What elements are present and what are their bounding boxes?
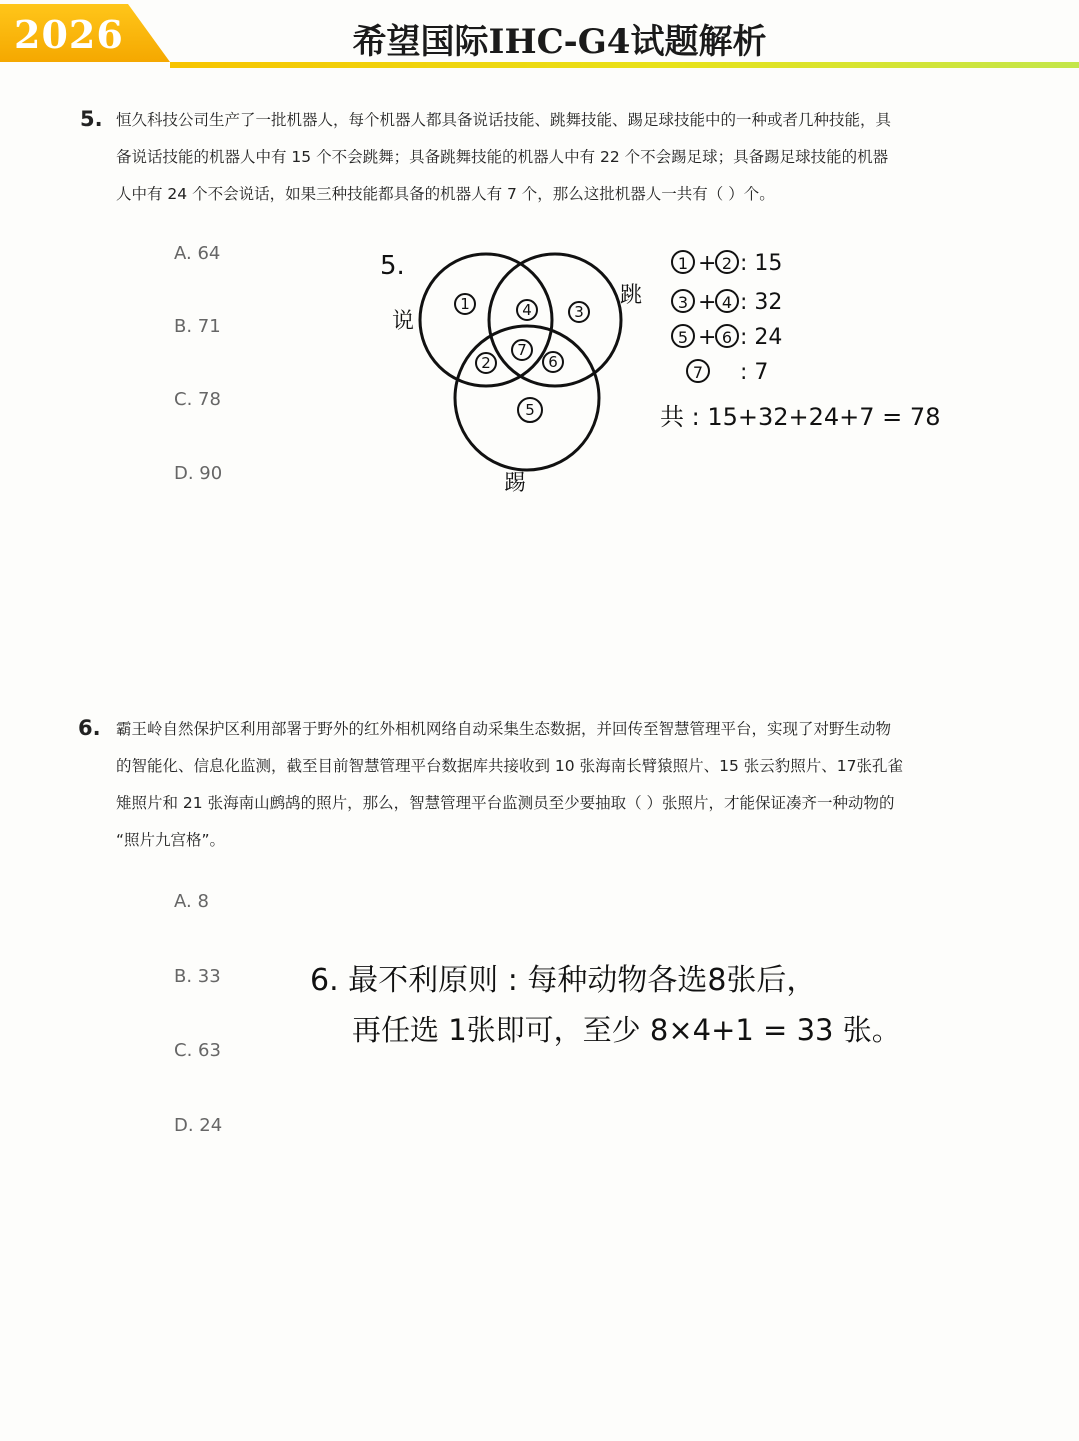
question-line: 人中有 24 个不会说话，如果三种技能都具备的机器人有 7 个，那么这批机器人一共有（ ）个。 [116, 185, 775, 203]
region-label: 3 [574, 303, 584, 321]
question-text [116, 102, 891, 213]
option-d[interactable]: D. 90 [174, 463, 223, 484]
option-b[interactable]: B. 33 [174, 966, 221, 987]
question-number: 5. [80, 107, 103, 131]
eq-term: 1 [677, 254, 689, 273]
eq-term: 7 [692, 363, 704, 382]
title-underline [170, 62, 1079, 68]
plus-sign: + [698, 290, 717, 315]
plus-sign: + [698, 251, 717, 276]
page-title: 希望国际IHC-G4试题解析 [352, 22, 767, 62]
question-line: 备说话技能的机器人中有 15 个不会跳舞；具备跳舞技能的机器人中有 22 个不会踢足球；具备踢足球技能的机器 [116, 148, 889, 166]
question-line: 的智能化、信息化监测，截至目前智慧管理平台数据库共接收到 10 张海南长臂猿照片、15 张云豹照片、17张孔雀 [116, 757, 903, 775]
set-label-speak: 说 [392, 309, 415, 334]
question-line: “照片九宫格”。 [116, 831, 226, 849]
handwritten-solution-line-2: 再任选 1张即可，至少 8×4+1 = 33 张。 [352, 1013, 901, 1047]
region-label: 6 [548, 353, 558, 371]
question-text [116, 711, 903, 859]
question-line: 恒久科技公司生产了一批机器人，每个机器人都具备说话技能、跳舞技能、踢足球技能中的一种或者几种技能，具 [116, 111, 892, 129]
eq-value: : 24 [740, 325, 783, 350]
option-b[interactable]: B. 71 [174, 316, 221, 337]
region-label: 5 [525, 401, 535, 419]
venn-equations [660, 240, 941, 440]
question-line: 霸王岭自然保护区利用部署于野外的红外相机网络自动采集生态数据，并回传至智慧管理平台，实现了对野生动物 [116, 720, 892, 738]
eq-value: : 15 [740, 251, 783, 276]
eq-total: 共 : 15+32+24+7 = 78 [660, 403, 941, 431]
option-c[interactable]: C. 63 [174, 1040, 221, 1061]
handwritten-solution-line-1: 6. 最不利原则 : 每种动物各选8张后， [310, 963, 817, 998]
eq-term: 5 [677, 328, 689, 347]
venn-diagram [370, 240, 670, 500]
region-label: 4 [522, 301, 532, 319]
eq-value: : 32 [740, 290, 783, 315]
region-label: 2 [481, 354, 491, 372]
eq-term: 6 [721, 328, 733, 347]
year-label: 2026 [14, 12, 124, 57]
header [0, 0, 1079, 70]
option-d[interactable]: D. 24 [174, 1115, 223, 1136]
plus-sign: + [698, 325, 717, 350]
question-number: 6. [78, 716, 101, 740]
set-label-dance: 跳 [620, 283, 643, 308]
set-label-kick: 踢 [504, 471, 527, 496]
region-label: 7 [517, 341, 527, 359]
option-a[interactable]: A. 8 [174, 891, 209, 912]
eq-term: 3 [677, 293, 689, 312]
region-label: 1 [460, 295, 470, 313]
question-line: 雉照片和 21 张海南山鹧鸪的照片，那么，智慧管理平台监测员至少要抽取（ ）张照片，才能保证凑齐一种动物的 [116, 794, 895, 812]
option-c[interactable]: C. 78 [174, 389, 221, 410]
eq-term: 4 [721, 293, 733, 312]
diagram-label: 5. [380, 251, 405, 281]
eq-term: 2 [721, 254, 733, 273]
eq-value: : 7 [740, 360, 769, 385]
option-a[interactable]: A. 64 [174, 243, 221, 264]
